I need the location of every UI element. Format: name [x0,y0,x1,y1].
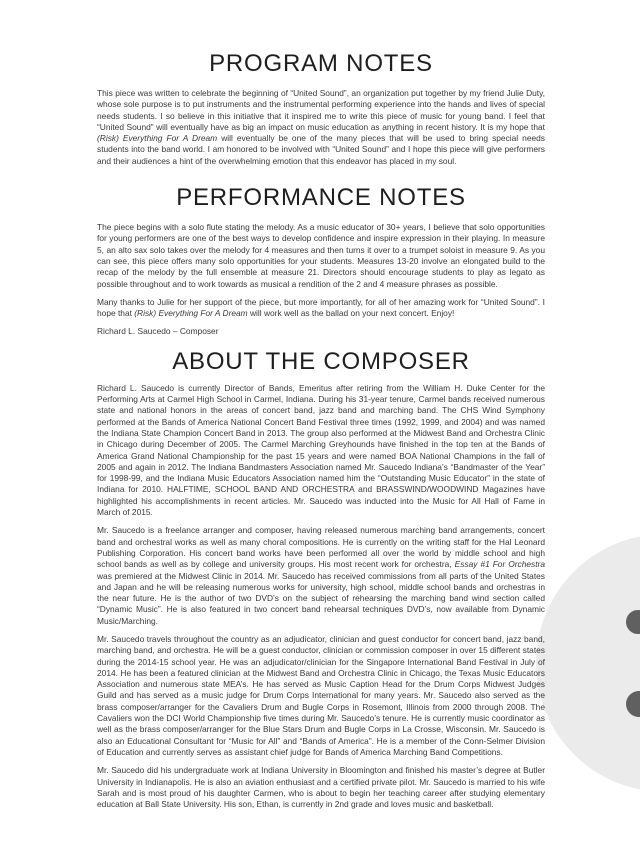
piece-title-italic: (Risk) Everything For A Dream [97,133,218,144]
program-notes-paragraph [97,88,545,167]
program-notes-text-b: will eventually be one of the many pieces that will be used to bring special needs students into the band world. I am honored to be involved with “United Sound” and I hope this piece will give performers and their audiences a hint of the overwhelming emotion that this endeavor has placed in my soul. [97,133,545,166]
performance-notes-title: PERFORMANCE NOTES [176,184,466,212]
about-composer-paragraph-4: Mr. Saucedo did his undergraduate work at Indiana University in Bloomington and finished his master’s degree at Butler University in Indianapolis. He is also an aviation enthusiast and a certified private pilot. Mr. Saucedo is married to his wife Sarah and is most proud of his daughter Carmen, who is about to begin her teaching career after studying elementary education at Ball State University. His son, Ethan, is currently in 2nd grade and loves music and basketball. [97,765,545,810]
about-composer-title: ABOUT THE COMPOSER [172,347,470,375]
composer-signature: Richard L. Saucedo – Composer [97,326,219,337]
performance-notes-text-b: will work well as the ballad on your next concert. Enjoy! [247,308,455,319]
about-composer-paragraph-3: Mr. Saucedo travels throughout the country as an adjudicator, clinician and guest conductor for concert band, jazz band, marching band, and orchestra. He will be a guest conductor, clinician or commission composer in over 15 different states during the 2014-15 school year. He was an adjudicator/clinician for the Singapore International Band Festival in July of 2014. He has been a featured clinician at the Midwest Band and Orchestra Clinic in Chicago, the Texas Music Educators Association and numerous state MEA’s. He has served as Music Caption Head for the Drum Corps Midwest Judges Guild and has served as a music judge for Drum Corps International for many years. Mr. Saucedo also served as the brass composer/arranger for the Cavaliers Drum and Bugle Corps in Rosemont, Illinois from 2000 through 2008. The Cavaliers won the DCI World Championship five times during Mr. Saucedo’s tenure. He is currently music coordinator as well as the brass composer/arranger for the Blue Stars Drum and Bugle Corps in La Crosse, Wisconsin. Mr. Saucedo is also an Educational Consultant for “Music for All” and “Bands of America”. He is a member of the Conn-Selmer Division of Education and currently serves as assistant chief judge for Bands of America Marching Band Competitions. [97,633,545,757]
performance-notes-paragraph-2 [97,297,545,320]
program-notes-text-a: This piece was written to celebrate the beginning of “United Sound”, an organization put together by my friend Julie Duty, whose sole purpose is to put instruments and the instrumental performing experience into the hands and lives of special needs students. I so believe in this initiative that it inspired me to write this piece of music for young band. I feel that “United Sound” will eventually have as big an impact on music education as anything in recent history. It is my hope that [97,88,545,132]
piece-title-italic: (Risk) Everything For A Dream [134,308,248,319]
about-composer-paragraph-1: Richard L. Saucedo is currently Director of Bands, Emeritus after retiring from the William H. Duke Center for the Performing Arts at Carmel High School in Carmel, Indiana. During his 31-year tenure, Carmel bands received numerous state and national honors in the areas of concert band, jazz band and marching band. The CHS Wind Symphony performed at the Bands of America National Concert Band Festival three times (1992, 1999, and 2004) and was named the Indiana State Champion Concert Band in 2013. The group also performed at the Midwest Band and Orchestra Clinic in Chicago during December of 2005. The Carmel Marching Greyhounds have finished in the top ten at the Bands of America Grand National Championship for the past 15 years and were named BOA National Champions in the fall of 2005 and again in 2012. The Indiana Bandmasters Association named Mr. Saucedo Indiana’s “Bandmaster of the Year” for 1998-99, and the Indiana Music Educators Association named him the “Outstanding Music Educator” in the state of Indiana for 2010. HALFTIME, SCHOOL BAND AND ORCHESTRA and BRASSWIND/WOODWIND Magazines have highlighted his accomplishments in recent articles. Mr. Saucedo was inducted into the Music for All Hall of Fame in March of 2015. [97,382,545,518]
program-notes-title: PROGRAM NOTES [209,50,433,77]
performance-notes-paragraph-1: The piece begins with a solo flute stating the melody. As a music educator of 30+ years, I believe that solo opportunities for young performers are one of the best ways to develop confidence and inspire expression in their playing. In measure 5, an alto sax solo takes over the melody for 4 measures and then turns it over to a trumpet soloist in measure 9. As you can see, this piece offers many solo opportunities for your students. Measures 13-20 involve an elongated build to the recap of the melody by the full ensemble at measure 21. Directors should encourage students to play as legato as possible throughout and to work towards as musical a rendition of the 2 and 4 measure phrases as possible. [97,222,545,289]
performance-notes-text-a: Many thanks to Julie for her support of the piece, but more importantly, for all of her amazing work for “United Sound”. I hope that [97,296,545,319]
about-composer-paragraph-2 [97,525,545,627]
about-composer-text-a: Mr. Saucedo is a freelance arranger and composer, having released numerous marching band arrangements, concert band and orchestral works as well as many choral compositions. He is currently on the writing staff for the Hal Leonard Publishing Corporation. His concert band works have been performed all over the world by middle school and high school bands as well as by college and university groups. His most recent work for orchestra, [97,525,545,570]
work-title-italic: Essay #1 For Orchestra [454,559,545,570]
about-composer-text-b: was premiered at the Midwest Clinic in 2014. Mr. Saucedo has received commissions from all parts of the United States and Japan and he will be releasing numerous works for university, high school, middle school bands and orchestras in the near future. He is the author of two DVD’s on the subject of rehearsing the marching band wind section called “Dynamic Music”. He is also featured in two concert band rehearsal techniques DVD’s, now available from Dynamic Music/Marching. [97,570,545,626]
